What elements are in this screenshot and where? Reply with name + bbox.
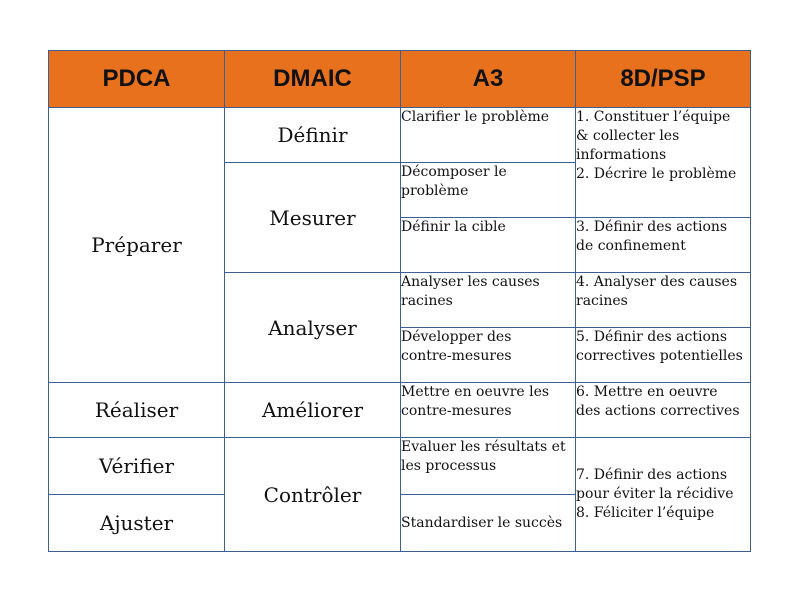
a3-mettre-line-2: contre-mesures bbox=[401, 403, 512, 419]
a3-clarifier: Clarifier le problème bbox=[401, 108, 576, 163]
pdca-verifier: Vérifier bbox=[49, 438, 225, 495]
psp-step-4-line-2: racines bbox=[576, 293, 628, 309]
a3-causes-line-1: Analyser les causes bbox=[401, 274, 540, 290]
dmaic-analyser: Analyser bbox=[225, 273, 401, 383]
a3-causes-line-2: racines bbox=[401, 293, 453, 309]
psp-step-7-line-2: pour éviter la récidive bbox=[576, 486, 734, 502]
table-row bbox=[49, 383, 751, 438]
pdca-realiser: Réaliser bbox=[49, 383, 225, 438]
methodology-comparison-table bbox=[48, 50, 751, 552]
a3-contre-mesures-line-1: Développer des bbox=[401, 329, 512, 345]
a3-decomposer bbox=[401, 163, 576, 218]
a3-decomposer-line-1: Décomposer le bbox=[401, 164, 507, 180]
a3-decomposer-line-2: problème bbox=[401, 183, 469, 199]
psp-step-7-line-1: 7. Définir des actions bbox=[576, 467, 728, 483]
psp-step-5-line-1: 5. Définir des actions bbox=[576, 329, 728, 345]
table-row bbox=[49, 108, 751, 163]
psp-step-3 bbox=[576, 218, 751, 273]
psp-step-2-line-1: 2. Décrire le problème bbox=[576, 166, 737, 182]
a3-contre-mesures bbox=[401, 328, 576, 383]
psp-step-1-line-3: informations bbox=[576, 147, 667, 163]
psp-step-1-line-1: 1. Constituer l’équipe bbox=[576, 109, 731, 125]
psp-step-1-line-2: & collecter les bbox=[576, 128, 680, 144]
header-a3: A3 bbox=[401, 51, 576, 108]
psp-step-4-line-1: 4. Analyser des causes bbox=[576, 274, 738, 290]
header-dmaic: DMAIC bbox=[225, 51, 401, 108]
psp-step-6 bbox=[576, 383, 751, 438]
psp-step-3-line-2: de confinement bbox=[576, 238, 686, 254]
pdca-preparer: Préparer bbox=[49, 108, 225, 383]
a3-evaluer bbox=[401, 438, 576, 495]
a3-mettre-line-1: Mettre en oeuvre les bbox=[401, 384, 550, 400]
header-8d-psp: 8D/PSP bbox=[576, 51, 751, 108]
psp-step-5 bbox=[576, 328, 751, 383]
psp-step-4 bbox=[576, 273, 751, 328]
dmaic-mesurer: Mesurer bbox=[225, 163, 401, 273]
dmaic-definir: Définir bbox=[225, 108, 401, 163]
psp-step-5-line-2: correctives potentielles bbox=[576, 348, 743, 364]
a3-evaluer-line-1: Evaluer les résultats et bbox=[401, 439, 566, 455]
psp-step-1-2 bbox=[576, 108, 751, 218]
a3-evaluer-line-2: les processus bbox=[401, 458, 497, 474]
pdca-ajuster: Ajuster bbox=[49, 495, 225, 552]
psp-step-3-line-1: 3. Définir des actions bbox=[576, 219, 728, 235]
header-row bbox=[49, 51, 751, 108]
table-row bbox=[49, 438, 751, 495]
a3-contre-mesures-line-2: contre-mesures bbox=[401, 348, 512, 364]
psp-step-8-line-1: 8. Féliciter l’équipe bbox=[576, 505, 715, 521]
psp-step-7-8 bbox=[576, 438, 751, 552]
psp-step-6-line-2: des actions correctives bbox=[576, 403, 740, 419]
psp-step-6-line-1: 6. Mettre en oeuvre bbox=[576, 384, 718, 400]
a3-causes bbox=[401, 273, 576, 328]
dmaic-controler: Contrôler bbox=[225, 438, 401, 552]
header-pdca: PDCA bbox=[49, 51, 225, 108]
a3-standardiser: Standardiser le succès bbox=[401, 495, 576, 552]
a3-cible: Définir la cible bbox=[401, 218, 576, 273]
a3-mettre bbox=[401, 383, 576, 438]
dmaic-ameliorer: Améliorer bbox=[225, 383, 401, 438]
